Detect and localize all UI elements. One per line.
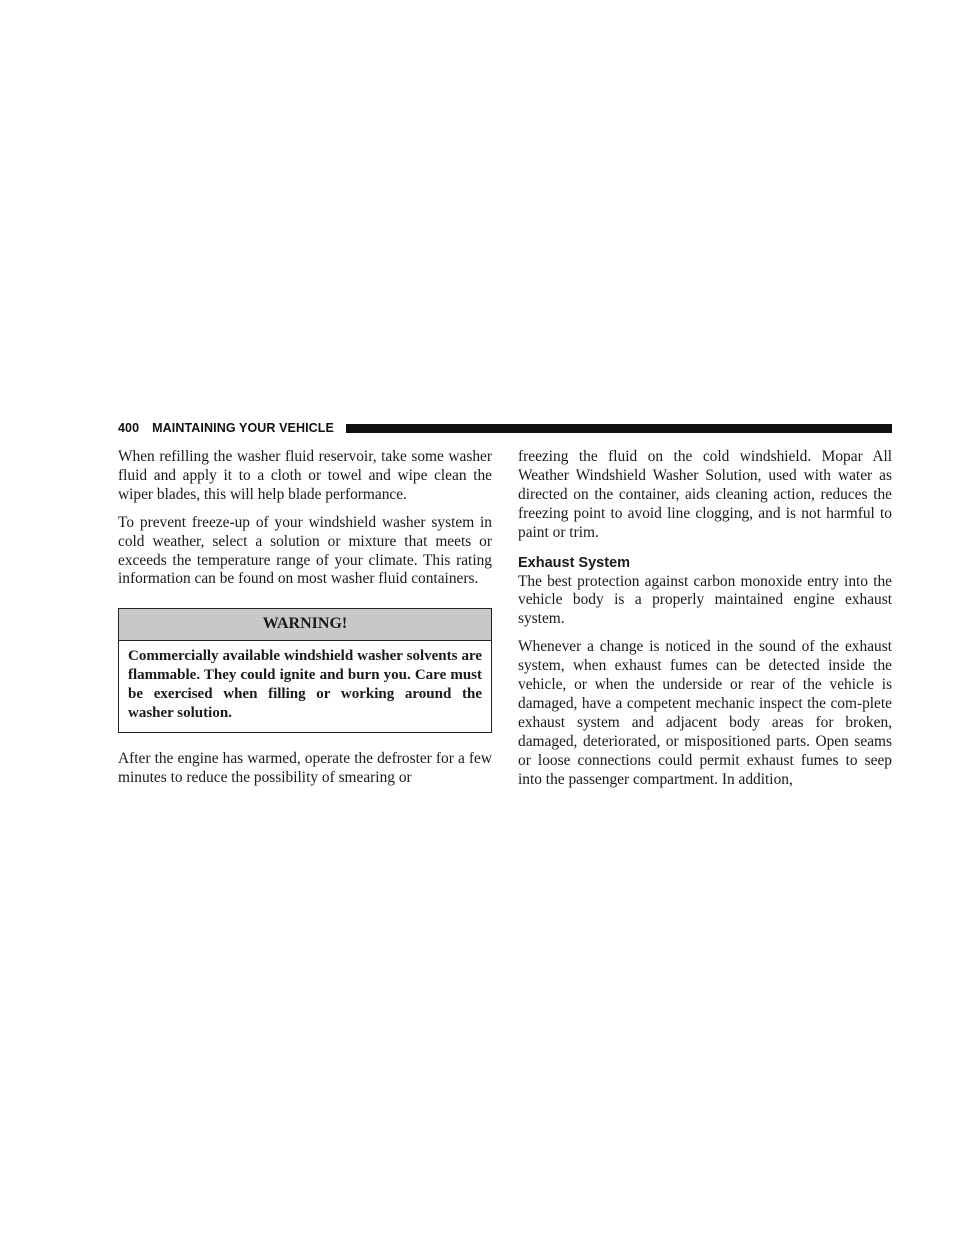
paragraph-washer-refill: When refilling the washer fluid reservoir, take some washer fluid and apply it to a cloth or towel and wipe clean the wiper blades, this will help blade performance.: [118, 448, 492, 503]
header-rule: [346, 424, 892, 433]
warning-body: Commercially available windshield washer solvents are flammable. They could ignite and burn you. Care must be exercised when filling or working around the washer solution.: [128, 648, 482, 722]
paragraph-mopar-solution: freezing the fluid on the cold windshield. Mopar All Weather Windshield Washer Solution, used with water as directed on the container, aids cleaning action, reduces the freezing point to avoid line clogging, and is not harmful to paint or trim.: [518, 448, 892, 541]
left-column: [118, 448, 492, 788]
paragraph-exhaust-protection: The best protection against carbon monoxide entry into the vehicle body is a properly maintained engine exhaust system.: [518, 572, 892, 628]
page-header: [118, 419, 892, 437]
paragraph-defroster: After the engine has warmed, operate the defroster for a few minutes to reduce the possibility of smearing or: [118, 749, 492, 786]
right-column: [518, 448, 892, 790]
warning-box: [118, 608, 492, 733]
subheading-exhaust-system: Exhaust System: [518, 554, 631, 571]
warning-title: WARNING!: [119, 609, 491, 641]
paragraph-exhaust-inspection: Whenever a change is noticed in the sound of the exhaust system, when exhaust fumes can be detected inside the vehicle, or when the underside or rear of the vehicle is damaged, have a competent mechanic inspect the com-plete exhaust system and adjacent body areas for broken, damaged, deteriorated, or mispositioned parts. Open seams or loose connections could permit exhaust fumes to seep into the passenger compartment. In addition,: [518, 638, 892, 788]
paragraph-freeze-up: To prevent freeze-up of your windshield washer system in cold weather, select a solution or mixture that meets or exceeds the temperature range of your climate. This rating information can be found on most washer fluid containers.: [118, 513, 492, 588]
page-number: 400: [118, 421, 140, 435]
section-title: MAINTAINING YOUR VEHICLE: [152, 421, 334, 435]
